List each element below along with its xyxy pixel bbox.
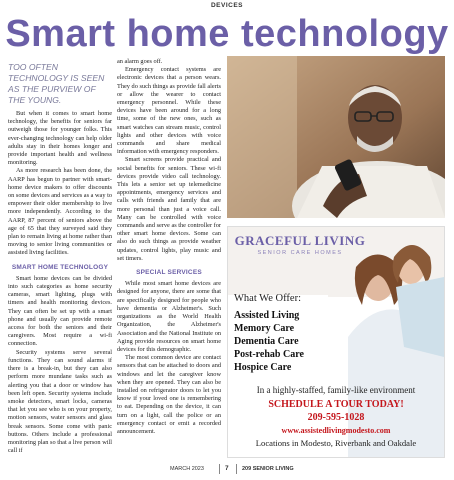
paragraph: an alarm goes off. — [117, 58, 163, 65]
pull-quote: TOO OFTEN TECHNOLOGY IS SEEN AS THE PURVIEW OF THE YOUNG. — [8, 62, 105, 105]
ad-offer-item: Memory Care — [234, 323, 295, 334]
advertisement — [227, 226, 445, 458]
ad-brand-logo: GRACEFUL LIVING — [234, 233, 366, 248]
ad-tagline: In a highly-staffed, family-like environment — [256, 385, 416, 395]
article-column-1 — [8, 110, 112, 455]
subhead-smart-home: SMART HOME TECHNOLOGY — [11, 263, 109, 271]
headline: Smart home technology — [5, 13, 449, 55]
paragraph: Security systems serve several functions. They can sound alarms if there is a break-in, but they can also perform more mundane tasks such as alerting you that a door or window has been left open. Security systems include smoke detectors, smart locks, cameras that let you see who is on your property, motion sensors, water sensors and glass break sensors. Some come with panic buttons. Others include a professional monitoring plan so that a live person will call if — [8, 348, 112, 455]
ad-locations: Locations in Modesto, Riverbank and Oakdale — [255, 438, 417, 448]
paragraph: The most common device are contact sensors that can be attached to doors and windows and let the caregiver know when they are opened. They can also be installed on refrigerator doors to let you know if your loved one is remembering to eat. Depending on the device, it can turn on a light, call the police or an emergency contact or emit a recorded announcement. — [117, 354, 221, 435]
footer-divider — [236, 464, 237, 474]
ad-offer-title: What We Offer: — [234, 293, 301, 304]
paragraph: Emergency contact systems are electronic devices that a person wears. They do such things as provide fall alerts or allow the wearer to contact emergency personnel. While these devices have been around for a long time, some of the new ones, such as smart watches can stream music, control lights and other devices with voice commands and share medical information with emergency responders. — [117, 66, 221, 156]
paragraph: Smart screens provide practical and social benefits for seniors. These wi-fi devices provide video call technology. This lets a senior set up telemedicine appointments, emergency services and calls with friends and family that are more personal than just a voice call. Many can be controlled with voice commands and serve as the controller for other smart home devices. Some can also do such things as provide weather updates, control lights, play music and set timers. — [117, 156, 221, 262]
paragraph: But when it comes to smart home technology, the benefits for seniors far outweigh those for younger folks. This ever-changing technology can help older adults stay in their homes longer and provide important health and wellness monitoring. — [8, 110, 112, 167]
footer-page-number: 7 — [225, 465, 229, 472]
footer-divider — [219, 464, 220, 474]
ad-offer-list — [234, 309, 304, 374]
section-label: DEVICES — [210, 2, 244, 9]
paragraph: As more research has been done, the AARP has begun to partner with smart-home device makers to offer discounts on some devices and services as a way to empower their older membership to live more independently. According to the AARP, 87 percent of seniors above the age of 65 that they surveyed said they plan to remain living at home rather than moving to senior living communities or assisted living facilities. — [8, 167, 112, 257]
ad-website: www.assistedlivingmodesto.com — [281, 426, 391, 435]
ad-phone: 209-595-1028 — [307, 412, 365, 423]
ad-offer-item: Assisted Living — [234, 310, 300, 321]
paragraph: Smart home devices can be divided into such categories as home security cameras, smart lighting, plugs with timers and health monitoring devices. They can often be set up with a smart phone and usually can provide remote access for both the seniors and their caregivers. Most require a wi-fi connection. — [8, 274, 112, 348]
page-footer — [0, 464, 454, 476]
paragraph: While most smart home devices are designed for anyone, there are some that are specifically designed for people who have dementia or Alzheimer's. Such organizations as the World Health Organization, the Alzheimer's Association and the National Institute on Aging provide resources on smart home devices for this demographic. — [117, 280, 221, 353]
ad-offer-item: Post-rehab Care — [234, 349, 304, 360]
ad-brand-subtitle: SENIOR CARE HOMES — [257, 250, 343, 256]
ad-offer-item: Hospice Care — [234, 362, 292, 373]
ad-offer-item: Dementia Care — [234, 336, 299, 347]
subhead-special-services: SPECIAL SERVICES — [136, 269, 202, 277]
photo-senior-with-phone — [227, 56, 445, 218]
footer-publication: 209 SENIOR LIVING — [242, 466, 294, 472]
article-column-2 — [117, 58, 221, 436]
ad-cta: SCHEDULE A TOUR TODAY! — [268, 399, 404, 410]
footer-date: MARCH 2023 — [170, 466, 204, 472]
